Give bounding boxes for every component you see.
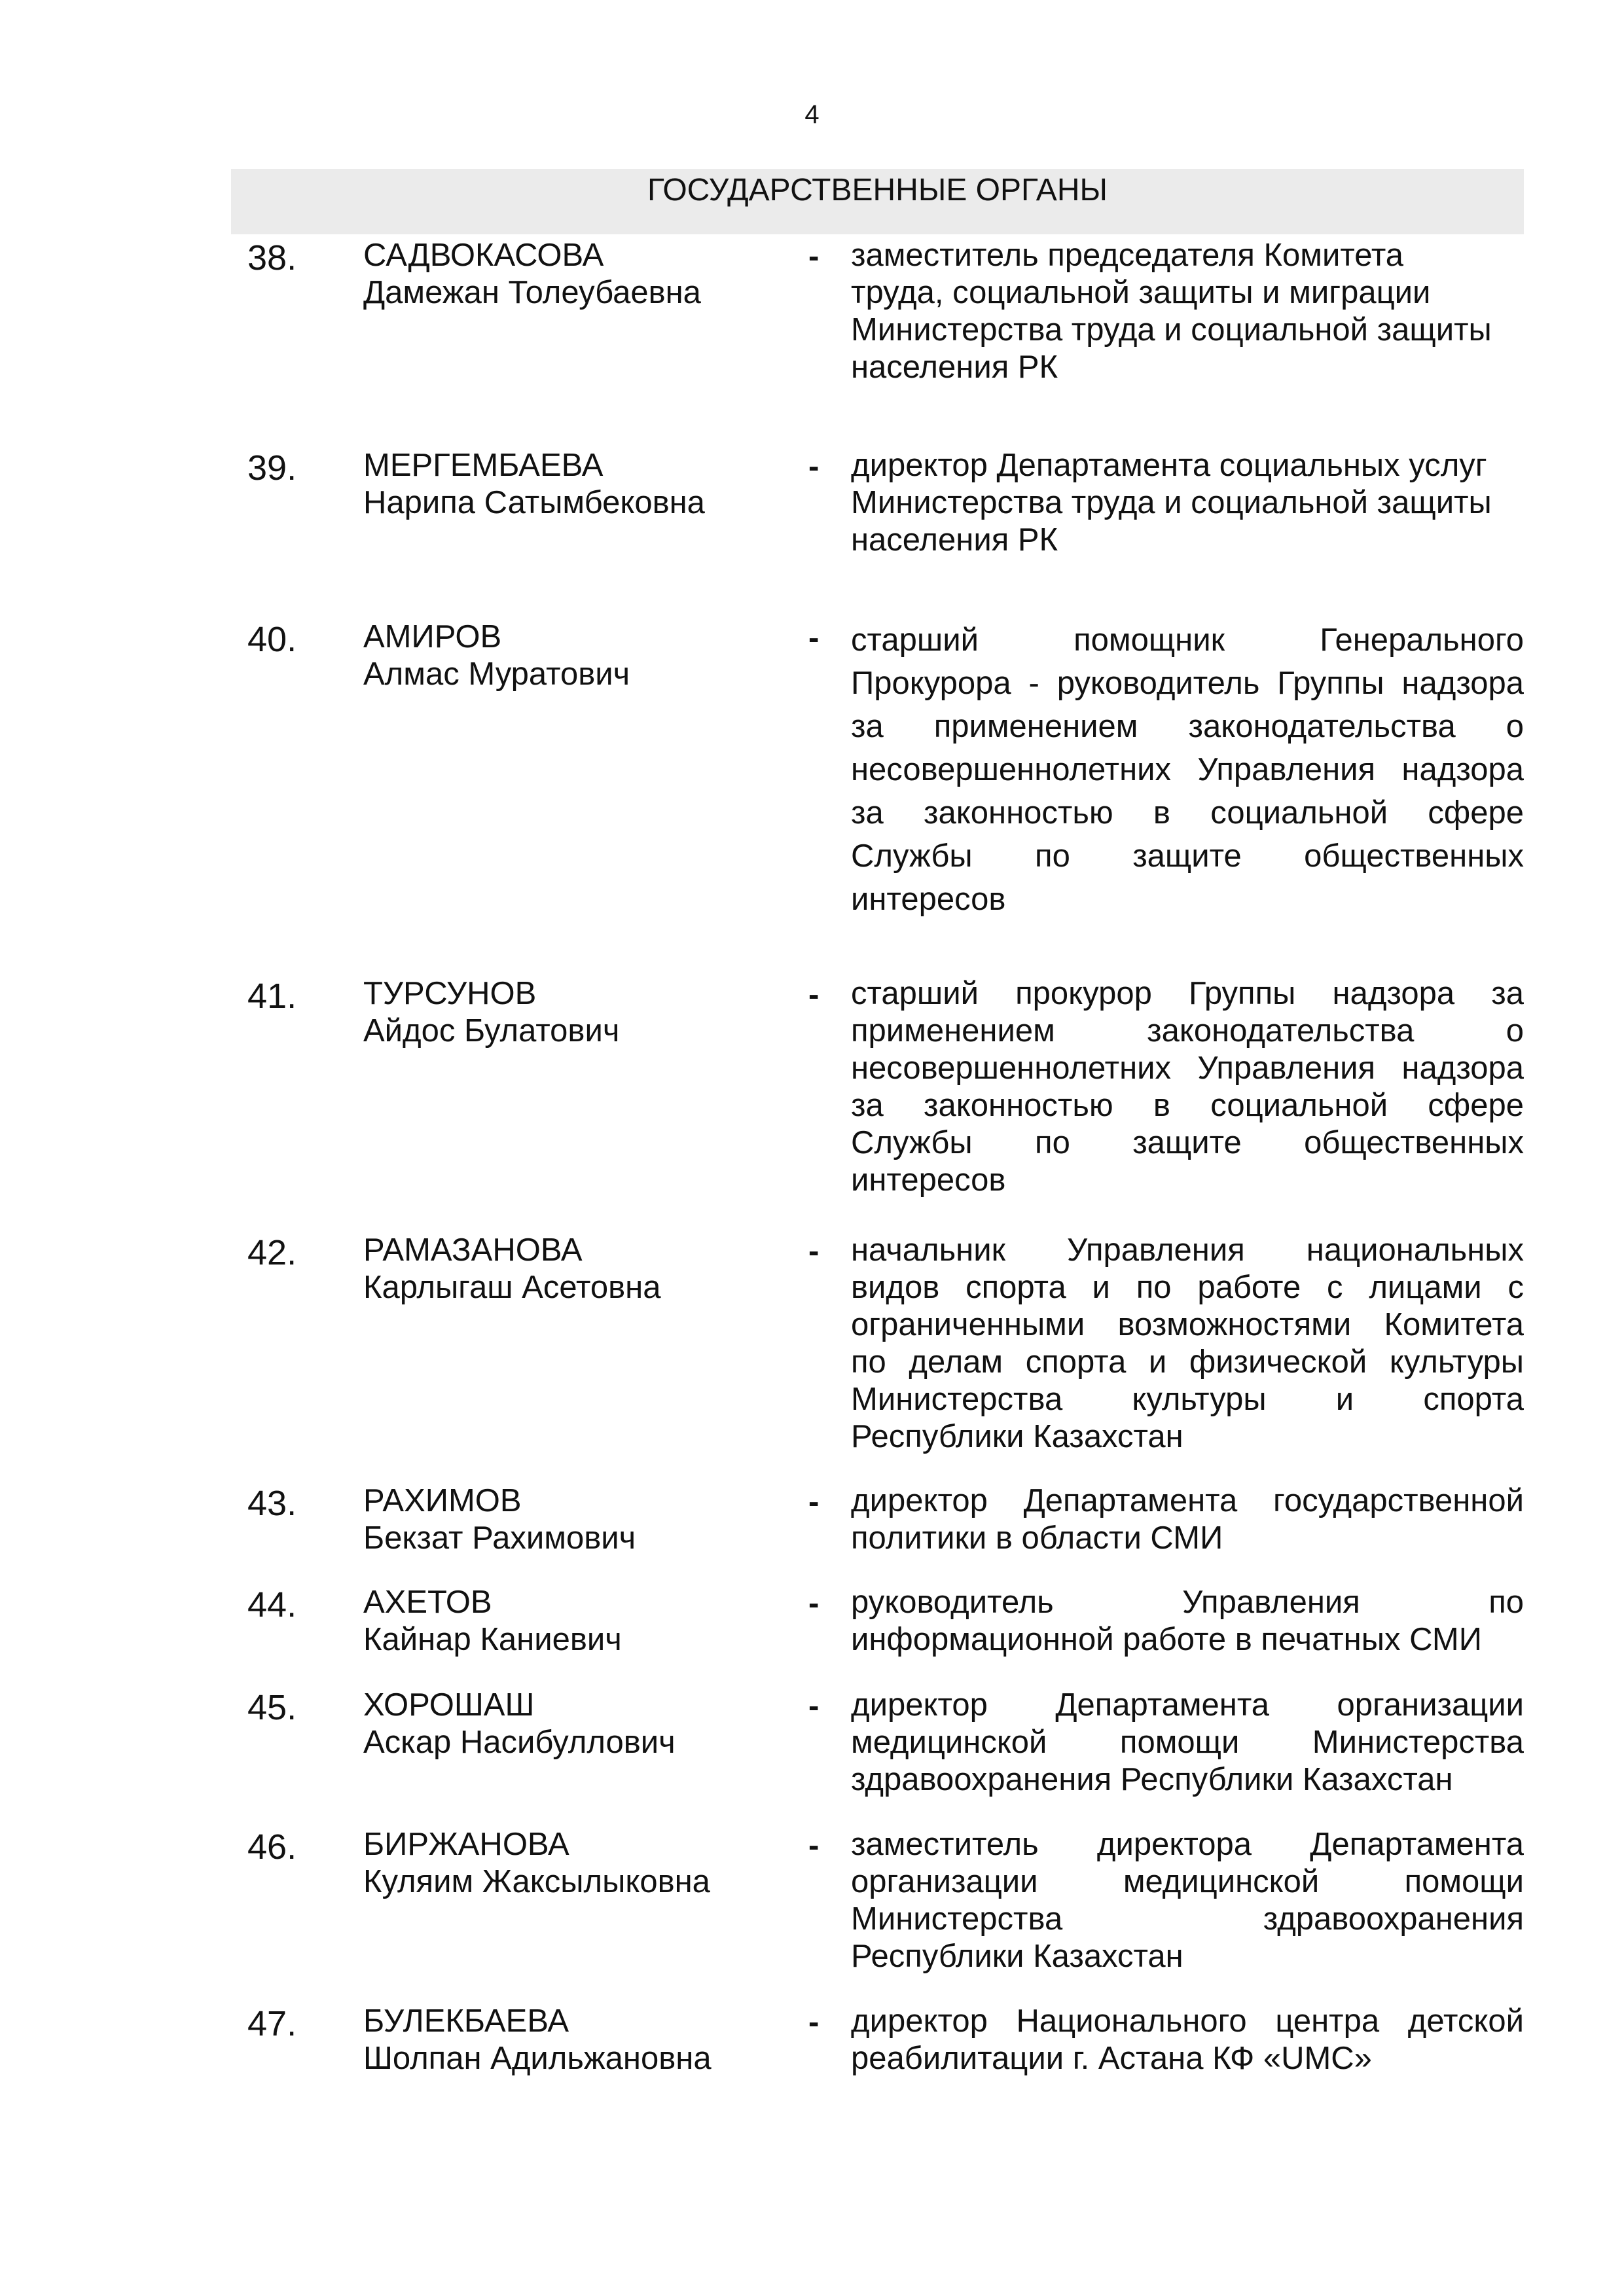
position-description <box>851 1687 1524 1799</box>
position-description <box>851 1232 1524 1456</box>
position-line: Министерства культуры и спорта <box>851 1382 1524 1417</box>
position-line: организации медицинской помощи <box>851 1864 1524 1899</box>
position-description <box>851 237 1524 386</box>
position-line: старший прокурор Группы надзора за <box>851 976 1524 1011</box>
person-name <box>363 1482 769 1557</box>
position-line: за законностью в социальной сфере <box>851 1088 1524 1123</box>
position-line: применением законодательства о <box>851 1013 1524 1049</box>
given-name: Кайнар Каниевич <box>363 1622 622 1657</box>
given-name: Алмас Муратович <box>363 656 630 692</box>
position-line: директор Департамента государственной <box>851 1483 1524 1518</box>
surname: БУЛЕКБАЕВА <box>363 2003 569 2039</box>
surname: МЕРГЕМБАЕВА <box>363 448 604 483</box>
position-description <box>851 1482 1524 1557</box>
position-line: здравоохранения Республики Казахстан <box>851 1762 1453 1797</box>
surname: ТУРСУНОВ <box>363 976 537 1011</box>
position-line: начальник Управления национальных <box>851 1232 1524 1268</box>
position-line: Службы по защите общественных <box>851 1125 1524 1160</box>
position-line: за применением законодательства о <box>851 709 1524 744</box>
position-line: Министерства здравоохранения <box>851 1901 1524 1937</box>
position-description <box>851 447 1524 559</box>
given-name: Карлыгаш Асетовна <box>363 1270 661 1305</box>
person-name <box>363 975 769 1050</box>
position-line: старший помощник Генерального <box>851 622 1524 658</box>
surname: БИРЖАНОВА <box>363 1827 569 1862</box>
position-line: за законностью в социальной сфере <box>851 795 1524 831</box>
dash: - <box>808 239 820 274</box>
position-line: заместитель директора Департамента <box>851 1827 1524 1862</box>
position-line: труда, социальной защиты и миграции <box>851 275 1431 310</box>
page-number: 4 <box>804 100 820 129</box>
person-name <box>363 1232 769 1306</box>
person-name <box>363 1687 769 1761</box>
position-line: реабилитации г. Астана КФ «UMC» <box>851 2041 1372 2076</box>
entry-number: 47. <box>247 2004 297 2043</box>
dash: - <box>808 1828 820 1863</box>
position-description <box>851 619 1524 921</box>
dash: - <box>808 1689 820 1724</box>
person-name <box>363 1826 769 1901</box>
position-line: информационной работе в печатных СМИ <box>851 1622 1482 1657</box>
position-line: Республики Казахстан <box>851 1419 1183 1454</box>
person-name <box>363 619 769 693</box>
given-name: Дамежан Толеубаевна <box>363 275 701 310</box>
dash: - <box>808 2005 820 2040</box>
position-description <box>851 1826 1524 1975</box>
position-line: директор Департамента организации <box>851 1687 1524 1723</box>
position-line: Министерства труда и социальной защиты <box>851 312 1492 348</box>
position-line: по делам спорта и физической культуры <box>851 1344 1524 1380</box>
position-line: Прокурора - руководитель Группы надзора <box>851 666 1524 701</box>
entry-number: 40. <box>247 620 297 659</box>
dash: - <box>808 1234 820 1269</box>
surname: ХОРОШАШ <box>363 1687 535 1723</box>
person-name <box>363 1584 769 1659</box>
given-name: Айдос Булатович <box>363 1013 620 1049</box>
position-line: Министерства труда и социальной защиты <box>851 485 1492 520</box>
given-name: Аскар Насибуллович <box>363 1725 676 1760</box>
given-name: Шолпан Адильжановна <box>363 2041 712 2076</box>
entry-number: 44. <box>247 1585 297 1624</box>
position-line: Службы по защите общественных <box>851 838 1524 874</box>
entry-number: 43. <box>247 1484 297 1523</box>
position-line: руководитель Управления по <box>851 1585 1524 1620</box>
position-line: населения РК <box>851 522 1058 558</box>
given-name: Нарипа Сатымбековна <box>363 485 705 520</box>
position-line: несовершеннолетних Управления надзора <box>851 1050 1524 1086</box>
section-title: ГОСУДАРСТВЕННЫЕ ОРГАНЫ <box>231 169 1524 234</box>
dash: - <box>808 977 820 1013</box>
entry-number: 38. <box>247 238 297 278</box>
position-line: ограниченными возможностями Комитета <box>851 1307 1524 1342</box>
position-line: интересов <box>851 1162 1006 1198</box>
surname: РАХИМОВ <box>363 1483 522 1518</box>
position-line: несовершеннолетних Управления надзора <box>851 752 1524 787</box>
entry-number: 41. <box>247 977 297 1016</box>
dash: - <box>808 620 820 656</box>
person-name <box>363 2003 769 2077</box>
position-line: директор Департамента социальных услуг <box>851 448 1487 483</box>
person-name <box>363 237 769 312</box>
given-name: Бекзат Рахимович <box>363 1520 636 1556</box>
dash: - <box>808 1586 820 1621</box>
entry-number: 39. <box>247 448 297 488</box>
position-description <box>851 1584 1524 1659</box>
surname: АХЕТОВ <box>363 1585 492 1620</box>
position-line: заместитель председателя Комитета <box>851 238 1403 273</box>
person-name <box>363 447 769 522</box>
surname: САДВОКАСОВА <box>363 238 604 273</box>
position-line: политики в области СМИ <box>851 1520 1223 1556</box>
position-description <box>851 2003 1524 2077</box>
surname: АМИРОВ <box>363 619 502 655</box>
position-line: Республики Казахстан <box>851 1939 1183 1974</box>
surname: РАМАЗАНОВА <box>363 1232 583 1268</box>
dash: - <box>808 449 820 484</box>
position-line: интересов <box>851 882 1006 917</box>
entry-number: 46. <box>247 1827 297 1867</box>
dash: - <box>808 1484 820 1520</box>
entry-number: 45. <box>247 1688 297 1727</box>
entry-number: 42. <box>247 1233 297 1272</box>
position-line: директор Национального центра детской <box>851 2003 1524 2039</box>
given-name: Куляим Жаксылыковна <box>363 1864 710 1899</box>
position-line: видов спорта и по работе с лицами с <box>851 1270 1524 1305</box>
position-line: населения РК <box>851 350 1058 385</box>
position-line: медицинской помощи Министерства <box>851 1725 1524 1760</box>
position-description <box>851 975 1524 1199</box>
